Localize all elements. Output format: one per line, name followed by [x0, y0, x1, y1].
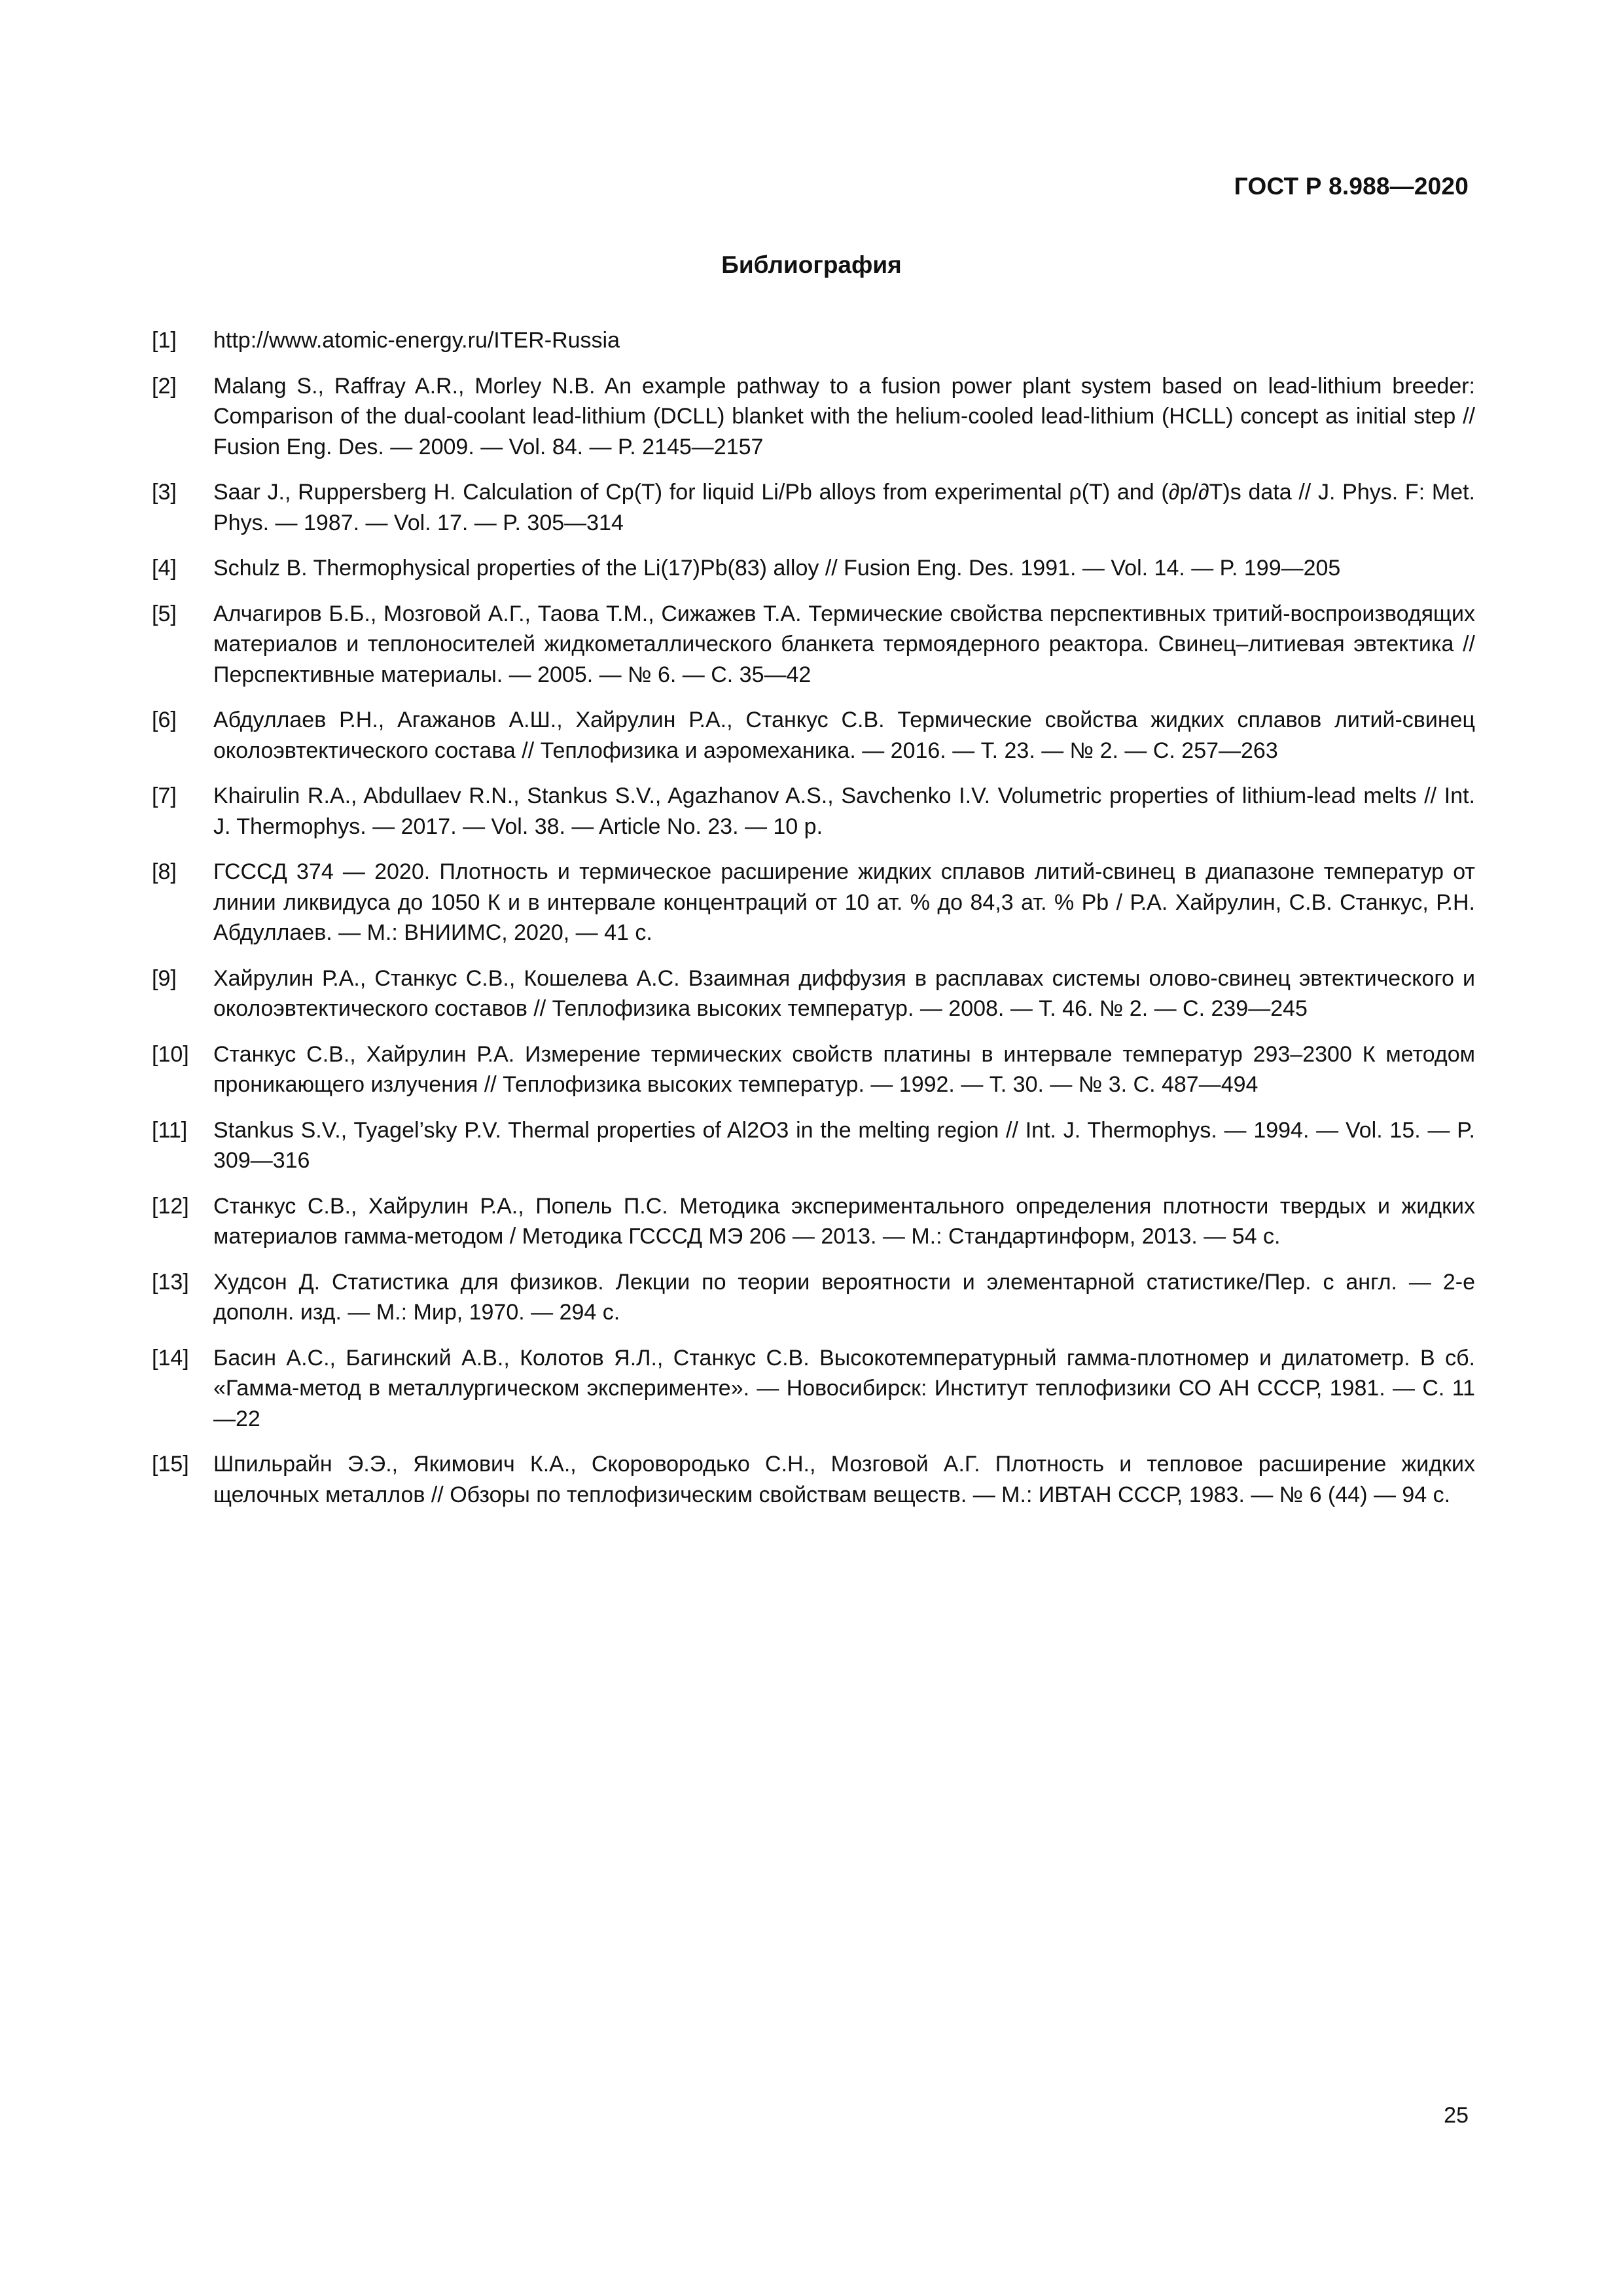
- bibliography-entry: [152, 1267, 1475, 1328]
- entry-number: [14]: [152, 1345, 189, 1371]
- document-code: ГОСТ Р 8.988—2020: [1234, 173, 1469, 200]
- bibliography-entry: [152, 1115, 1475, 1176]
- entry-number: [4]: [152, 556, 177, 581]
- entry-text: Khairulin R.A., Abdullaev R.N., Stankus S.V., Agazhanov A.S., Savchenko I.V. Volumetric properties of lithium-lead melts // Int. J. Thermophys. — 2017. — Vol. 38. — Article No. 23. — 10 p.: [213, 783, 1475, 839]
- bibliography-entry: [152, 1449, 1475, 1510]
- bibliography-entry: [152, 1039, 1475, 1100]
- entry-number: [9]: [152, 965, 177, 991]
- entry-text: Шпильрайн Э.Э., Якимович К.А., Скоровородько С.Н., Мозговой А.Г. Плотность и тепловое расширение жидких щелочных металлов // Обзоры по теплофизическим свойствам веществ. — М.: ИВТАН СССР, 1983. — № 6 (44) — 94 с.: [213, 1452, 1475, 1507]
- bibliography-entry: [152, 325, 1475, 356]
- bibliography-entry: [152, 781, 1475, 842]
- entry-number: [2]: [152, 373, 177, 399]
- bibliography-entry: [152, 857, 1475, 948]
- bibliography-entry: [152, 371, 1475, 463]
- entry-text: ГСССД 374 — 2020. Плотность и термическое расширение жидких сплавов литий-свинец в диапазоне температур от линии ликвидуса до 1050 К и в интервале концентраций от 10 ат. % до 84,3 ат. % Pb / Р.А. Хайрулин, С.В. Станкус, Р.Н. Абдуллаев. — М.: ВНИИМС, 2020, — 41 с.: [213, 859, 1475, 945]
- entry-number: [6]: [152, 708, 177, 732]
- entry-text: http://www.atomic-energy.ru/ITER-Russia: [213, 328, 620, 353]
- bibliography-entry: [152, 477, 1475, 538]
- bibliography-entry: [152, 705, 1475, 766]
- entry-number: [11]: [152, 1117, 188, 1143]
- entry-number: [1]: [152, 328, 177, 353]
- bibliography-entry: [152, 963, 1475, 1024]
- entry-text: Абдуллаев Р.Н., Агажанов А.Ш., Хайрулин Р.А., Станкус С.В. Термические свойства жидких сплавов литий-свинец околоэвтектического состава // Теплофизика и аэромеханика. — 2016. — Т. 23. — № 2. — С. 257—263: [213, 708, 1475, 763]
- bibliography-entry: [152, 1343, 1475, 1435]
- entry-number: [7]: [152, 783, 177, 808]
- entry-text: Saar J., Ruppersberg H. Calculation of Cp(T) for liquid Li/Pb alloys from experimental ρ(T) and (∂p/∂T)s data // J. Phys. F: Met. Phys. — 1987. — Vol. 17. — P. 305—314: [213, 480, 1475, 535]
- entry-number: [10]: [152, 1041, 189, 1067]
- entry-text: Станкус С.В., Хайрулин Р.А., Попель П.С. Методика экспериментального определения плотности твердых и жидких материалов гамма-методом / Методика ГСССД МЭ 206 — 2013. — М.: Стандартинформ, 2013. — 54 с.: [213, 1193, 1475, 1249]
- entry-number: [5]: [152, 601, 177, 626]
- entry-number: [8]: [152, 859, 177, 884]
- entry-text: Станкус С.В., Хайрулин Р.А. Измерение термических свойств платины в интервале температур 293–2300 К методом проникающего излучения // Теплофизика высоких температур. — 1992. — Т. 30. — № 3. С. 487—494: [213, 1041, 1475, 1097]
- entry-text: Басин А.С., Багинский А.В., Колотов Я.Л., Станкус С.В. Высокотемпературный гамма-плотномер и дилатометр. В сб. «Гамма-метод в металлургическом эксперименте». — Новосибирск: Институт теплофизики СО АН СССР, 1981. — С. 11—22: [213, 1345, 1475, 1431]
- bibliography-list: [152, 325, 1475, 1525]
- entry-text: Schulz B. Thermophysical properties of the Li(17)Pb(83) alloy // Fusion Eng. Des. 1991. — Vol. 14. — P. 199—205: [213, 556, 1341, 581]
- bibliography-entry: [152, 599, 1475, 691]
- entry-number: [13]: [152, 1269, 189, 1295]
- entry-text: Хайрулин Р.А., Станкус С.В., Кошелева А.С. Взаимная диффузия в расплавах системы олово-свинец эвтектического и околоэвтектического составов // Теплофизика высоких температур. — 2008. — Т. 46. № 2. — С. 239—245: [213, 965, 1475, 1021]
- entry-text: Алчагиров Б.Б., Мозговой А.Г., Таова Т.М., Сижажев Т.А. Термические свойства перспективных тритий-воспроизводящих материалов и теплоносителей жидкометаллического бланкета термоядерного реактора. Свинец–литиевая эвтектика // Перспективные материалы. — 2005. — № 6. — С. 35—42: [213, 601, 1475, 687]
- page-number: 25: [1444, 2103, 1469, 2128]
- entry-number: [12]: [152, 1193, 189, 1219]
- bibliography-entry: [152, 1191, 1475, 1252]
- bibliography-entry: [152, 553, 1475, 584]
- entry-text: Худсон Д. Статистика для физиков. Лекции по теории вероятности и элементарной статистике/Пер. с англ. — 2-е дополн. изд. — М.: Мир, 1970. — 294 с.: [213, 1269, 1475, 1325]
- entry-text: Malang S., Raffray A.R., Morley N.B. An example pathway to a fusion power plant system based on lead-lithium breeder: Comparison of the dual-coolant lead-lithium (DCLL) blanket with the helium-cooled lead-lithium (HCLL) concept as initial step // Fusion Eng. Des. — 2009. — Vol. 84. — P. 2145—2157: [213, 373, 1475, 459]
- entry-number: [3]: [152, 480, 177, 505]
- entry-text: Stankus S.V., Tyagel’sky P.V. Thermal properties of Al2O3 in the melting region // Int. J. Thermophys. — 1994. — Vol. 15. — P. 309—316: [213, 1117, 1475, 1173]
- bibliography-title: Библиография: [721, 251, 902, 278]
- entry-number: [15]: [152, 1452, 189, 1477]
